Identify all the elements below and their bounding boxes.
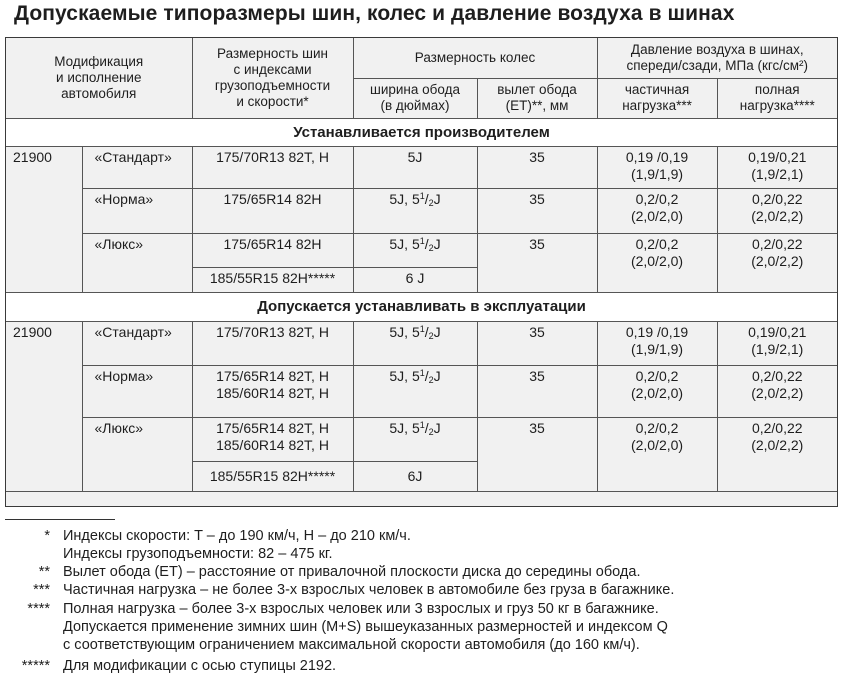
header-partial-load: частичная нагрузка***	[597, 78, 717, 118]
footnote-text: Индексы скорости: T – до 190 км/ч, H – до 210 км/ч.	[63, 528, 411, 544]
footnote-text: Допускается применение зимних шин (M+S) вышеуказанных размерностей и индексом Q	[63, 619, 668, 635]
table-row: «Люкс» 175/65R14 82T, H 185/60R14 82T, H 5J, $5^1/2J$ 35 0,2/0,2 (2,0/2,0) 0,2/0,22 (2,0/2,2)	[6, 417, 837, 461]
header-rim-width: ширина обода (в дюймах)	[353, 78, 477, 118]
footnote-mark: **	[38, 564, 50, 580]
header-pressure: Давление воздуха в шинах, спереди/сзади, МПа (кгс/см²)	[597, 38, 837, 78]
table-row: «Норма» 175/65R14 82H 5J, $5^1/2J$ 35 0,2/0,2 (2,0/2,0) 0,2/0,22 (2,0/2,2)	[6, 188, 837, 233]
table-row: «Норма» 175/65R14 82T, H 185/60R14 82T, H 5J, $5^1/2J$ 35 0,2/0,2 (2,0/2,0) 0,2/0,22 (2,0/2,2)	[6, 365, 837, 417]
header-offset: вылет обода (ET)**, мм	[477, 78, 597, 118]
header-tire-size: Размерность шин с индексами грузоподъемности и скорости*	[192, 38, 353, 118]
footnote-text: Для модификации с осью ступицы 2192.	[63, 658, 337, 674]
header-modification: Модификация и исполнение автомобиля	[6, 38, 192, 118]
model-cell: 21900	[6, 146, 82, 292]
footnote-divider	[5, 519, 115, 520]
footnote-mark: ***	[33, 582, 50, 598]
footnote-mark: ****	[27, 601, 50, 617]
model-cell: 21900	[6, 321, 82, 491]
footnote-text: Индексы грузоподъемности: 82 – 475 кг.	[63, 546, 333, 562]
table-row: 21900 «Стандарт» 175/70R13 82T, H 5J, $5^1/2J$ 35 0,19 /0,19 (1,9/1,9) 0,19/0,21 (1,9/2,1)	[6, 321, 837, 365]
section-header: Устанавливается производителем	[6, 118, 837, 146]
footnote-text: Частичная нагрузка – не более 3-х взрослых человек в автомобиле без груза в багажнике.	[63, 582, 675, 598]
footnote-text: Полная нагрузка – более 3-х взрослых человек или 3 взрослых и груз 50 кг в багажнике.	[63, 601, 659, 617]
section-header: Допускается устанавливать в эксплуатации	[6, 292, 837, 321]
header-full-load: полная нагрузка****	[717, 78, 837, 118]
table-row: 185/55R15 82H***** 6J	[6, 461, 837, 491]
tire-table-container	[5, 37, 838, 507]
footnote-mark: *	[44, 528, 50, 544]
footnote-mark: *****	[21, 658, 50, 674]
table-row: «Люкс» 175/65R14 82H 5J, $5^1/2J$ 35 0,2/0,2 (2,0/2,0) 0,2/0,22 (2,0/2,2)	[6, 233, 837, 267]
page-title: Допускаемые типоразмеры шин, колес и давление воздуха в шинах	[14, 2, 735, 25]
header-wheel-size: Размерность колес	[353, 38, 597, 78]
tire-table	[6, 38, 837, 492]
footnote-text: с соответствующим ограничением максимальной скорости автомобиля (до 160 км/ч).	[63, 637, 640, 653]
header-row-1	[6, 38, 837, 78]
table-row: 185/55R15 82H***** 6 J	[6, 267, 837, 292]
footnote-text: Вылет обода (ET) – расстояние от привалочной плоскости диска до середины обода.	[63, 564, 641, 580]
table-row: 21900 «Стандарт» 175/70R13 82T, H 5J 35 0,19 /0,19 (1,9/1,9) 0,19/0,21 (1,9/2,1)	[6, 146, 837, 188]
